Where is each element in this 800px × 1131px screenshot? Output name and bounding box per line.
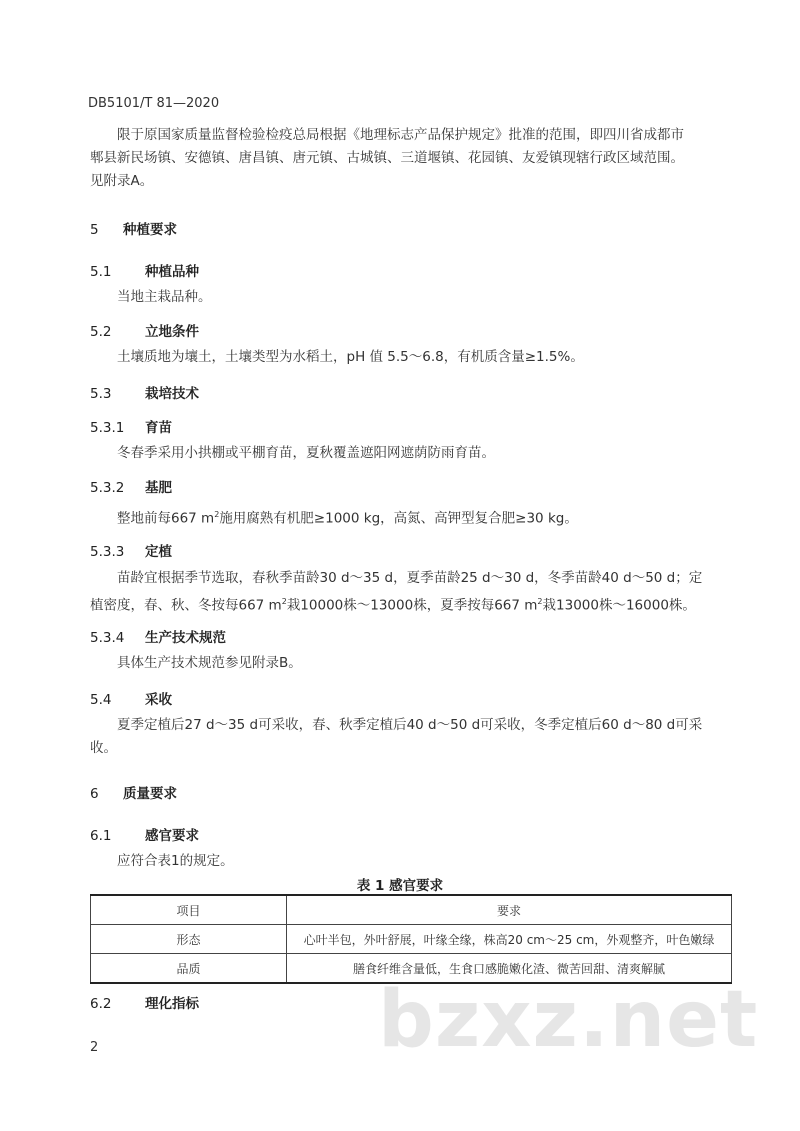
intro-line-2: 郫县新民场镇、安德镇、唐昌镇、唐元镇、古城镇、三道堰镇、花园镇、友爱镇现辖行政区域范围。: [90, 150, 684, 166]
section-6-heading: 6 质量要求: [90, 786, 177, 802]
section-5-2-text: 土壤质地为壤土，土壤类型为水稻土，pH 值 5.5～6.8，有机质含量≥1.5%。: [117, 349, 584, 365]
table-1: [90, 894, 732, 984]
section-5-3-1-text: 冬春季采用小拱棚或平棚育苗，夏秋覆盖遮阳网遮荫防雨育苗。: [117, 445, 495, 461]
section-5-1-heading: 5.1 种植品种: [90, 264, 199, 280]
table-cell: 品质: [91, 954, 287, 984]
table-header-cell: 要求: [287, 895, 732, 925]
intro-paragraph: [90, 124, 730, 193]
intro-line-1: 限于原国家质量监督检验检疫总局根据《地理标志产品保护规定》批准的范围，即四川省成都市: [117, 127, 684, 143]
table-cell: 心叶半包，外叶舒展，叶缘全缘，株高20 cm～25 cm，外观整齐，叶色嫩绿: [287, 925, 732, 954]
section-6-2-heading: 6.2 理化指标: [90, 996, 199, 1012]
page-number: 2: [90, 1040, 99, 1055]
section-5-3-1-heading: 5.3.1 育苗: [90, 420, 172, 436]
section-5-1-text: 当地主栽品种。: [117, 289, 212, 305]
section-5-3-3-text: 苗龄宜根据季节选取，春秋季苗龄30 d～35 d，夏季苗龄25 d～30 d，冬季苗龄40 d～50 d；定 植密度，春、秋、冬按每667 $m^2$栽10000株～13000株，夏季按每667 $m^2$栽13000株～16000株。: [90, 570, 703, 614]
section-5-3-3-heading: 5.3.3 定植: [90, 544, 172, 560]
section-5-4-text: 夏季定植后27 d～35 d可采收，春、秋季定植后40 d～50 d可采收，冬季定植后60 d～80 d可采 收。: [90, 717, 703, 756]
section-5-2-heading: 5.2 立地条件: [90, 324, 199, 340]
table-header-cell: 项目: [91, 895, 287, 925]
section-5-3-heading: 5.3 栽培技术: [90, 386, 199, 402]
section-5-3-2-heading: 5.3.2 基肥: [90, 480, 172, 496]
document-code: DB5101/T 81—2020: [88, 96, 220, 111]
section-5-heading: 5 种植要求: [90, 222, 177, 238]
intro-line-3: 见附录A。: [90, 173, 154, 189]
watermark: bzxz.net: [378, 975, 759, 1065]
table-1-caption: 表 1 感官要求: [356, 878, 444, 894]
table-header-row: [91, 895, 732, 925]
section-6-1-heading: 6.1 感官要求: [90, 828, 199, 844]
section-6-1-text: 应符合表1的规定。: [117, 853, 234, 869]
section-5-4-heading: 5.4 采收: [90, 692, 172, 708]
section-5-3-4-heading: 5.3.4 生产技术规范: [90, 630, 226, 646]
table-cell: 膳食纤维含量低，生食口感脆嫩化渣、微苦回甜、清爽解腻: [287, 954, 732, 984]
table-cell: 形态: [91, 925, 287, 954]
section-5-3-4-text: 具体生产技术规范参见附录B。: [117, 655, 302, 671]
section-5-3-2-text: 整地前每667 $m^2$施用腐熟有机肥≥1000 kg，高氮、高钾型复合肥≥30 kg。: [117, 510, 578, 527]
table-row: [91, 925, 732, 954]
